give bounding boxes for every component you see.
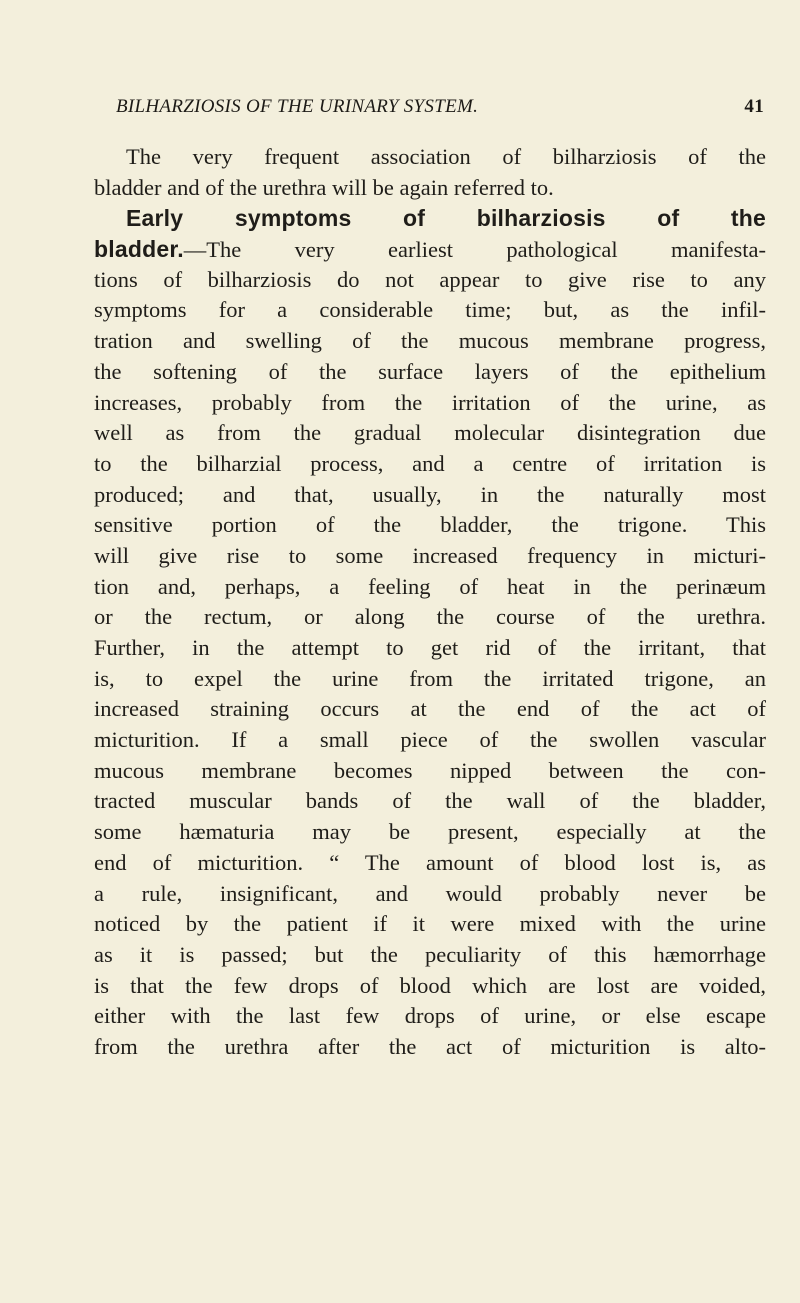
text-line: end of micturition. “ The amount of blood lost is, as (94, 849, 766, 875)
text-line: Further, in the attempt to get rid of the irritant, that (94, 635, 766, 660)
text-line: or the rectum, or along the course of the urethra. (94, 604, 766, 630)
text-line: produced; and that, usually, in the naturally most (94, 481, 766, 507)
text-line: as it is passed; but the peculiarity of this hæmorrhage (94, 941, 766, 967)
text-line: The very frequent association of bilharziosis of the (126, 144, 766, 169)
text-line: will give rise to some increased frequency in micturi- (94, 542, 766, 568)
text-line: increases, probably from the irritation of the urine, as (94, 389, 766, 415)
text-line: well as from the gradual molecular disintegration due (94, 420, 766, 446)
text-line: some hæmaturia may be present, especially at the (94, 819, 766, 845)
text-line: is, to expel the urine from the irritated trigone, an (94, 665, 766, 691)
text-line: bladder and of the urethra will be again referred to. (94, 174, 554, 200)
text-line: sensitive portion of the bladder, the trigone. This (94, 512, 766, 538)
section-heading: Early symptoms of bilharziosis of the (126, 205, 766, 232)
text-line: either with the last few drops of urine, or else escape (94, 1003, 766, 1029)
text-line: micturition. If a small piece of the swollen vascular (94, 727, 766, 753)
text-line: tion and, perhaps, a feeling of heat in the perinæum (94, 573, 766, 599)
text-line: to the bilharzial process, and a centre of irritation is (94, 450, 766, 476)
text-line: tions of bilharziosis do not appear to give rise to any (94, 266, 766, 292)
text-line: is that the few drops of blood which are lost are voided, (94, 972, 766, 998)
text-line: symptoms for a considerable time; but, as the infil- (94, 297, 766, 323)
text-line (94, 234, 766, 265)
text-line: noticed by the patient if it were mixed with the urine (94, 911, 766, 937)
running-head (96, 96, 764, 126)
running-title: BILHARZIOSIS OF THE URINARY SYSTEM. (116, 96, 479, 117)
text-line: the softening of the surface layers of the epithelium (94, 358, 766, 384)
text-line: tracted muscular bands of the wall of the bladder, (94, 788, 766, 814)
text-line: a rule, insignificant, and would probably never be (94, 880, 766, 906)
body-text (94, 142, 766, 1063)
text-line: increased straining occurs at the end of the act of (94, 696, 766, 722)
text-line: mucous membrane becomes nipped between the con- (94, 757, 766, 783)
section-heading-end: bladder. (94, 236, 184, 263)
text-line-continuation: —The very earliest pathological manifesta- (183, 237, 766, 263)
text-line: from the urethra after the act of micturition is alto- (94, 1033, 766, 1059)
text-line: tration and swelling of the mucous membrane progress, (94, 328, 766, 354)
page-number: 41 (744, 96, 764, 117)
